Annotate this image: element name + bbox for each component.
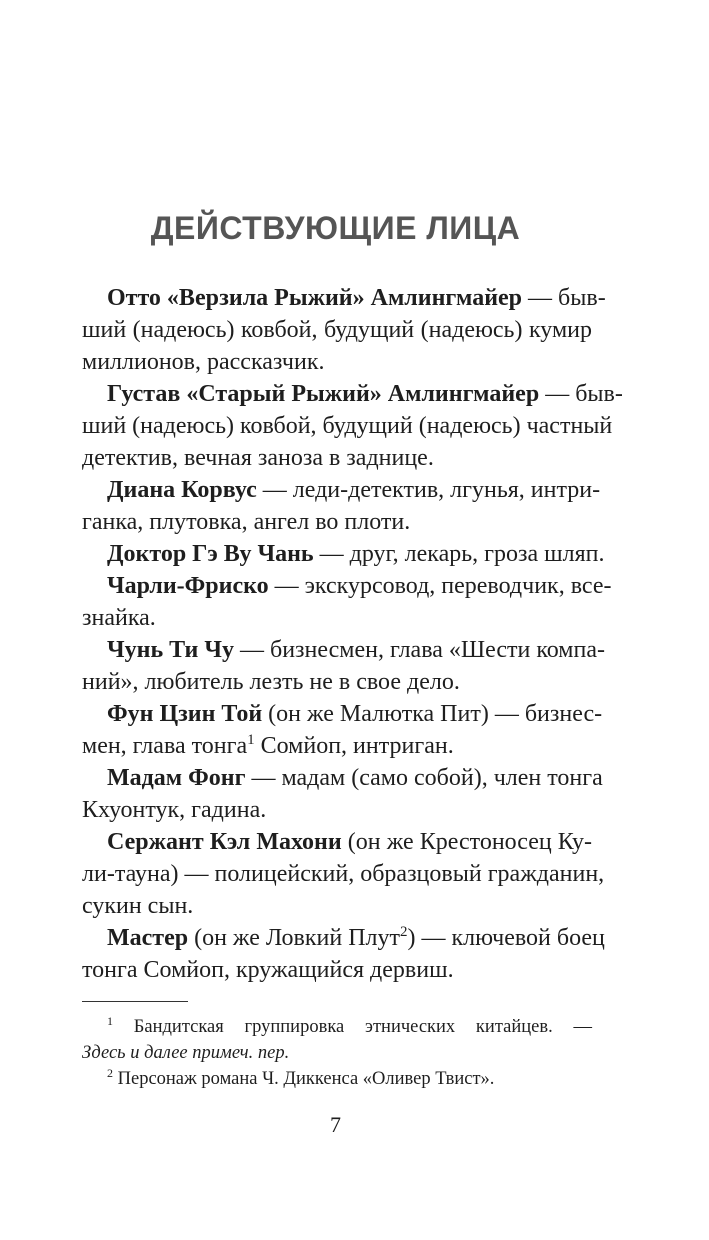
footnote-marker: 1 <box>107 1014 113 1028</box>
character-entry <box>82 634 605 698</box>
footnote-divider <box>82 1001 188 1002</box>
description-text: мен, глава тонга <box>82 733 248 759</box>
footnote-ref[interactable]: 2 <box>400 924 408 940</box>
description-line: ний», любитель лезть не в свое дело. <box>82 669 460 695</box>
character-description: — леди-детектив, лгунья, интри- <box>256 477 601 503</box>
footnote-marker: 2 <box>107 1066 113 1080</box>
description-line: миллионов, рассказчик. <box>82 349 325 375</box>
character-entry <box>82 922 605 986</box>
footnote-1 <box>82 1014 592 1040</box>
description-line: знайка. <box>82 605 156 631</box>
description-line: ший (надеюсь) ковбой, будущий (надеюсь) частный <box>82 413 613 439</box>
description-line: детектив, вечная заноза в заднице. <box>82 445 434 471</box>
character-list <box>82 282 623 986</box>
character-description: — быв- <box>522 285 606 311</box>
character-entry <box>82 378 623 474</box>
description-line: ли-тауна) — полицейский, образцовый гражданин, <box>82 861 605 887</box>
character-entry <box>82 698 603 762</box>
character-name: Чарли-Фриско <box>107 573 269 599</box>
character-description: — быв- <box>539 381 623 407</box>
description-line: сукин сын. <box>82 893 194 919</box>
description-line: ший (надеюсь) ковбой, будущий (надеюсь) кумир <box>82 317 592 343</box>
character-name: Мадам Фонг <box>107 765 246 791</box>
character-description: — друг, лекарь, гроза шляп. <box>313 541 605 567</box>
footnote-2 <box>82 1066 592 1092</box>
character-name: Сержант Кэл Махони <box>107 829 342 855</box>
character-description: — бизнесмен, глава «Шести компа- <box>233 637 605 663</box>
character-description: (он же Малютка Пит) — бизнес- <box>262 701 603 727</box>
character-entry <box>82 538 605 570</box>
footnote-text: Персонаж романа Ч. Диккенса «Оливер Твист». <box>113 1069 495 1089</box>
character-entry <box>82 282 606 378</box>
description-line: ганка, плутовка, ангел во плоти. <box>82 509 411 535</box>
footnotes <box>82 1014 592 1092</box>
footnote-ref[interactable]: 1 <box>247 732 255 748</box>
character-description: — экскурсовод, переводчик, все- <box>268 573 612 599</box>
description-text: ) — ключевой боец <box>407 925 605 951</box>
character-description <box>188 925 605 951</box>
page-number: 7 <box>330 1112 341 1137</box>
character-entry <box>82 826 605 922</box>
footnote-italic-note: Здесь и далее примеч. пер. <box>82 1043 290 1063</box>
character-name: Отто «Верзила Рыжий» Амлингмайер <box>107 285 523 311</box>
character-name: Фун Цзин Той <box>107 701 263 727</box>
description-text: (он же Ловкий Плут <box>188 925 401 951</box>
character-description: (он же Крестоносец Ку- <box>341 829 592 855</box>
footnote-text: Бандитская группировка этнических китайцев. — <box>113 1017 592 1037</box>
character-description: — мадам (само собой), член тонга <box>245 765 603 791</box>
character-entry <box>82 570 612 634</box>
description-line: Кхуонтук, гадина. <box>82 797 267 823</box>
description-text: Сомйоп, интриган. <box>254 733 454 759</box>
character-name: Густав «Старый Рыжий» Амлингмайер <box>107 381 540 407</box>
description-line: тонга Сомйоп, кружащийся дервиш. <box>82 957 454 983</box>
description-line <box>82 730 592 762</box>
character-name: Доктор Гэ Ву Чань <box>107 541 314 567</box>
character-name: Диана Корвус <box>107 477 257 503</box>
character-entry <box>82 762 603 826</box>
character-name: Чунь Ти Чу <box>107 637 234 663</box>
character-entry <box>82 474 601 538</box>
footnote-1-continuation <box>82 1040 592 1066</box>
chapter-heading: ДЕЙСТВУЮЩИЕ ЛИЦА <box>150 210 521 246</box>
character-name: Мастер <box>107 925 189 951</box>
